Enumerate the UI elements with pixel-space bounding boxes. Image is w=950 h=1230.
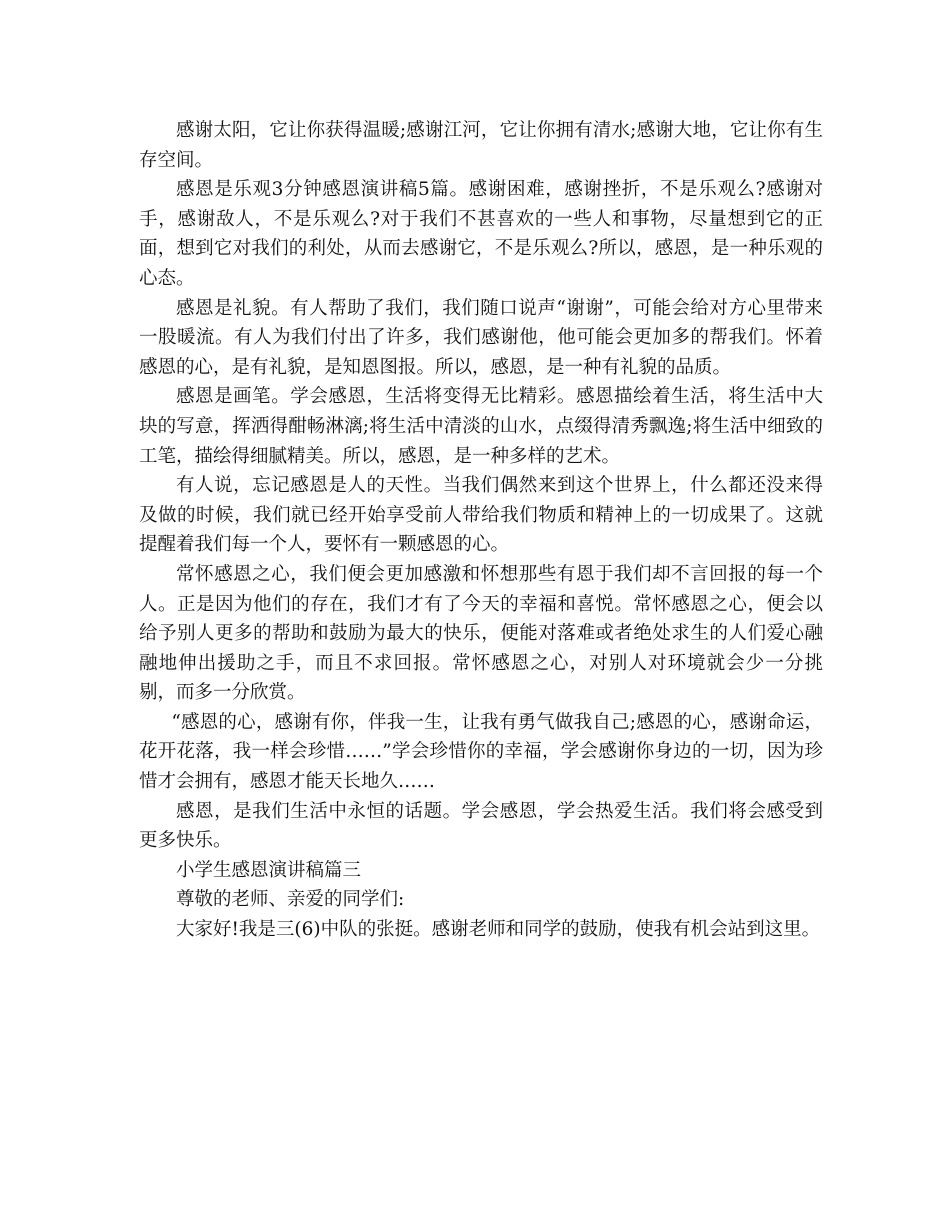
paragraph-thanks-nature: 感谢太阳，它让你获得温暖;感谢江河，它让你拥有清水;感谢大地，它让你有生存空间。 bbox=[139, 120, 823, 171]
section-title: 小学生感恩演讲稿篇三 bbox=[176, 859, 362, 881]
document-page bbox=[139, 116, 823, 945]
paragraph-politeness: 感恩是礼貌。有人帮助了我们，我们随口说声“谢谢”，可能会给对方心里带来一股暖流。有人为我们付出了许多，我们感谢他，他可能会更加多的帮我们。怀着感恩的心，是有礼貌，是知恩图报。所以，感恩，是一种有礼貌的品质。 bbox=[139, 297, 823, 378]
speech-opening: 大家好!我是三(6)中队的张挺。感谢老师和同学的鼓励，使我有机会站到这里。 bbox=[176, 919, 821, 941]
salutation: 尊敬的老师、亲爱的同学们: bbox=[176, 889, 405, 911]
paragraph-conclusion: 感恩，是我们生活中永恒的话题。学会感恩，学会热爱生活。我们将会感受到更多快乐。 bbox=[139, 800, 823, 852]
paragraph-optimism: 感恩是乐观3分钟感恩演讲稿5篇。感谢困难，感谢挫折，不是乐观么?感谢对手，感谢敌人，不是乐观么?对于我们不甚喜欢的一些人和事物，尽量想到它的正面，想到它对我们的利处，从而去感谢它，不是乐观么?所以，感恩，是一种乐观的心态。 bbox=[139, 179, 823, 289]
paragraph-grateful-heart: 常怀感恩之心，我们便会更加感激和怀想那些有恩于我们却不言回报的每一个人。正是因为他们的存在，我们才有了今天的幸福和喜悦。常怀感恩之心，便会以给予别人更多的帮助和鼓励为最大的快乐，便能对落难或者绝处求生的人们爱心融融地伸出援助之手，而且不求回报。常怀感恩之心，对别人对环境就会少一分挑剔，而多一分欣赏。 bbox=[139, 563, 823, 704]
paragraph-paintbrush: 感恩是画笔。学会感恩，生活将变得无比精彩。感恩描绘着生活，将生活中大块的写意，挥洒得酣畅淋漓;将生活中清淡的山水，点缀得清秀飘逸;将生活中细致的工笔，描绘得细腻精美。所以，感恩，是一种多样的艺术。 bbox=[139, 386, 823, 467]
paragraph-song-quote: “感恩的心，感谢有你，伴我一生，让我有勇气做我自己;感恩的心，感谢命运，花开花落，我一样会珍惜……”学会珍惜你的幸福，学会感谢你身边的一切，因为珍惜才会拥有，感恩才能天长地久…… bbox=[139, 711, 823, 793]
paragraph-human-nature: 有人说，忘记感恩是人的天性。当我们偶然来到这个世界上，什么都还没来得及做的时候，我们就已经开始享受前人带给我们物质和精神上的一切成果了。这就提醒着我们每一个人，要怀有一颗感恩的心。 bbox=[139, 475, 823, 556]
